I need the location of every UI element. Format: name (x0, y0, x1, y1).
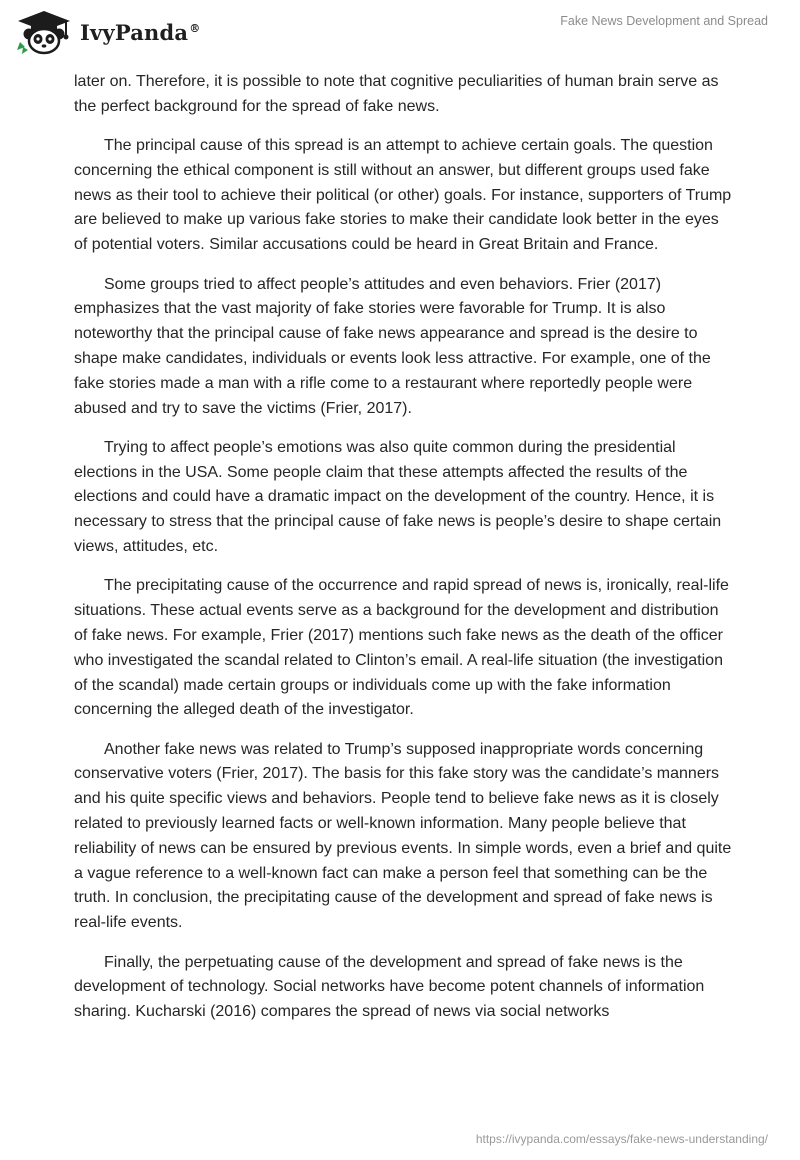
page-header (0, 0, 800, 66)
document-title: Fake News Development and Spread (560, 14, 768, 28)
paragraph: The principal cause of this spread is an attempt to achieve certain goals. The question concerning the ethical component is still without an answer, but different groups used fake news as their tool to achieve their political (or other) goals. For instance, supporters of Trump are believed to make up various fake stories to make their candidate look better in the eyes of potential voters. Similar accusations could be heard in Great Britain and France. (74, 137, 732, 254)
ivypanda-logo[interactable] (14, 9, 200, 55)
paragraph: The precipitating cause of the occurrence and rapid spread of news is, ironically, real-life situations. These actual events serve as a background for the development and distribution of fake news. For example, Frier (2017) mentions such fake news as the death of the officer who investigated the scandal related to Clinton’s email. A real-life situation (the investigation of the scandal) made certain groups or individuals come up with the fake information concerning the alleged death of the investigator. (74, 577, 729, 719)
paragraph: Finally, the perpetuating cause of the development and spread of fake news is the development of technology. Social networks have become potent channels of information sharing. Kucharski (2016) compares the spread of news via social networks (74, 953, 705, 1021)
essay-body (74, 70, 734, 1039)
paragraph: Some groups tried to affect people’s attitudes and even behaviors. Frier (2017) emphasizes that the vast majority of fake stories were favorable for Trump. It is also noteworthy that the principal cause of fake news appearance and spread is the desire to shape make candidates, individuals or events look less attractive. For example, one of the fake stories made a man with a rifle come to a restaurant where reportedly people were abused and try to save the victims (Frier, 2017). (74, 275, 711, 417)
brand-name: IvyPanda® (80, 19, 201, 45)
paragraph: Trying to affect people’s emotions was also quite common during the presidential elections in the USA. Some people claim that these attempts affected the results of the elections and could have a dramatic impact on the development of the country. Hence, it is necessary to stress that the principal cause of fake news is people’s desire to shape certain views, attitudes, etc. (74, 438, 722, 556)
panda-graduate-icon (14, 9, 74, 55)
paragraph: Another fake news was related to Trump’s supposed inappropriate words concerning conservative voters (Frier, 2017). The basis for this fake story was the candidate’s manners and his quite specific views and behaviors. People tend to believe fake news as it is closely related to previously learned facts or well-known information. Many people believe that reliability of news can be ensured by previous events. In simple words, even a brief and quite a vague reference to a well-known fact can make a person feel that something can be the truth. In conclusion, the precipitating cause of the development and spread of fake news is real-life events. (74, 740, 732, 932)
paragraph: later on. Therefore, it is possible to note that cognitive peculiarities of human brain serve as the perfect background for the spread of fake news. (74, 73, 719, 115)
source-url[interactable]: https://ivypanda.com/essays/fake-news-understanding/ (475, 1132, 768, 1146)
